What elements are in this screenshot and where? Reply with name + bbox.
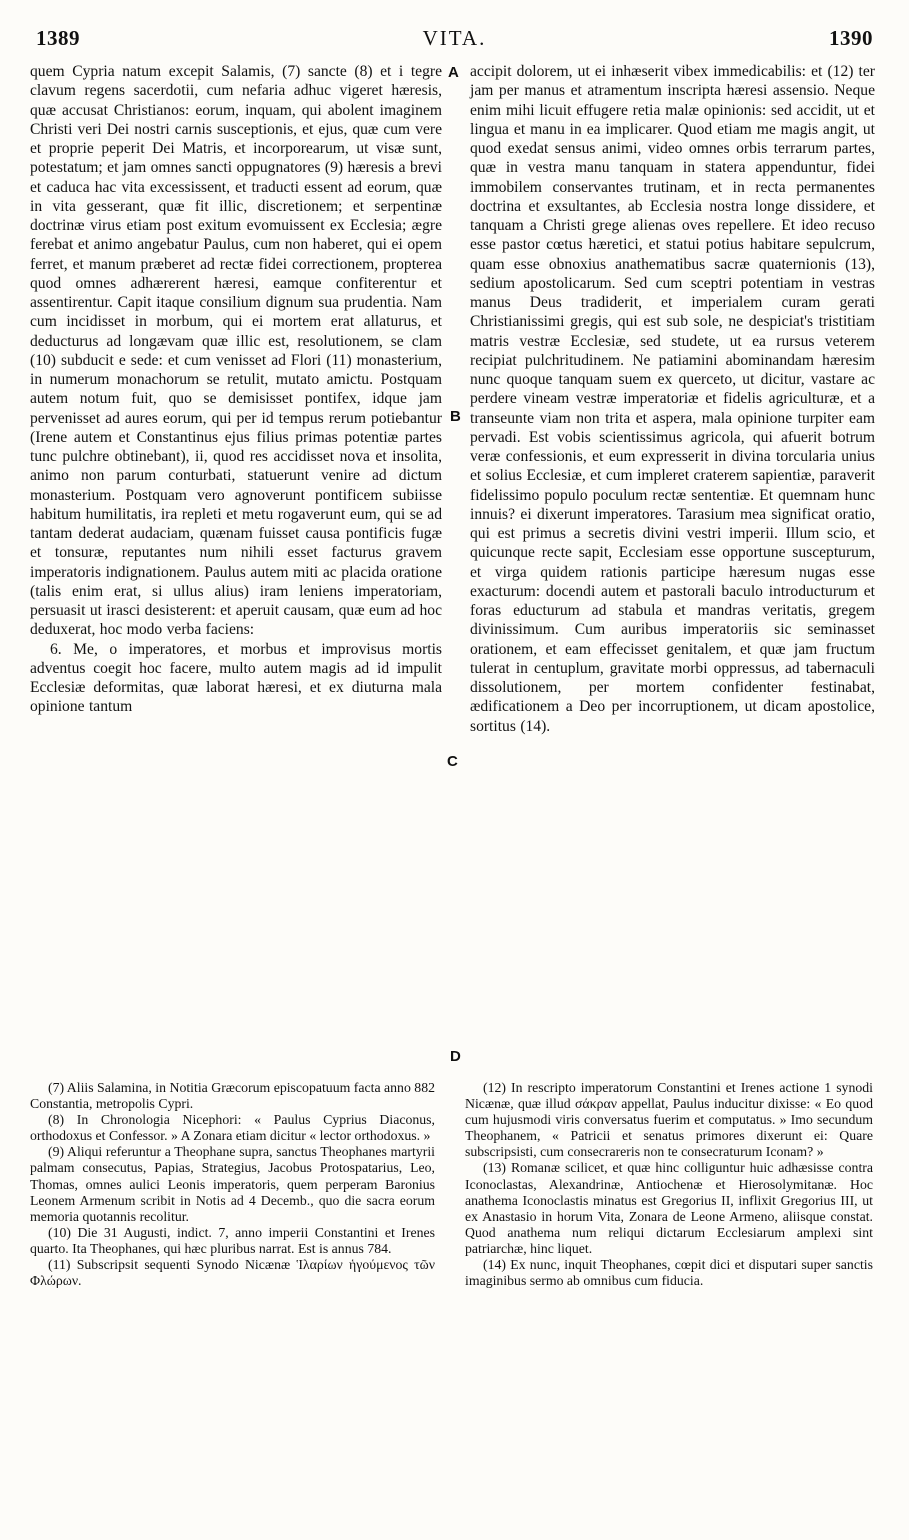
section-marker-b: B [450,408,461,425]
left-page-number: 1389 [36,26,80,50]
left-text-column [30,62,442,717]
footnote: (10) Die 31 Augusti, indict. 7, anno imperii Constantini et Irenes quarto. Ita Theophanes, qui hæc pluribus narrat. Est is annus 784. [30,1224,435,1256]
running-header [36,26,873,56]
right-footnotes [465,1080,873,1289]
left-paragraph: quem Cypria natum excepit Salamis, (7) sancte (8) et i tegre clavum regens sacerdotii, cum nefaria adhuc vigeret hæresis, quæ accusat Christianos: eorum, inquam, qui abolent imaginem Christi veri Dei nostri carnis susceptionis, et ejus, quæ cum vere et proprie peperit Dei Matris, et incorporearum, ut visæ sunt, potestatum; et jam omnes sancti oppugnatores (9) hæresis a brevi et caduca hac vita excessissent, et traducti essent ad eorum, quæ in vita gesserant, quæ fit illic, discretionem; et serpentinæ doctrinæ virus etiam post exitum evomuissent ex Ecclesia; ægre ferebat et animo angebatur Paulus, cum non haberet, qui ei opem ferret, et manum præberet ad rectæ fidei correctionem, propterea quod omnes adhærerent hæresi, eamque confiterentur et assentirentur. Capit itaque consilium dignum sua prudentia. Nam cum incidisset in morbum, qui ei mortem erat allaturus, et deducturus ad longævam quæ illic est, resolutionem, se clam (10) subducit e sede: et cum venisset ad Flori (11) monasterium, in numerum monachorum se retulit, mutato amictu. Postquam autem notum fuit, quo se demisisset pontifex, idque jam pervenisset ad aures eorum, qui per id tempus rerum potiebantur (Irene autem et Constantinus ejus filius primas potentiæ partes tunc pulchre obtinebant), ii, quod res accidisset nova et insolita, animo non parum conturbati, statuerunt venire ad dictum monasterium. Postquam vero agnoverunt pontificem subiisse habitum humilitatis, ira repleti et metu rogaverunt eum, qui se ad tantam dederat audaciam, quænam fuisset causa pontificis fugæ et tonsuræ, reputantes num nihili esset facturus gravem imperatoris indignationem. Paulus autem miti ac placida oratione (talis enim erat, si ullus alius) iram leniens imperatoriam, persuasit ut irasci desisterent: et aperuit causam, quæ eum ad hoc deduxerat, hoc modo verba faciens: [30,63,443,639]
right-paragraph: accipit dolorem, ut ei inhæserit vibex immedicabilis: et (12) ter jam per manus et atramentum inscripta hæresi assensio. Neque enim mihi licuit effugere retia malæ opinionis: sed accidit, ut et lingua et manu in ea implicarer. Quod etiam me magis angit, ut quod exedat sensus animi, video omnes orbis terrarum partes, quæ in vestra manu tanquam in statera appenduntur, fidei immobilem conservantes trutinam, et in recta permanentes doctrina et exsultantes, ab Ecclesia nostra longe dissidere, et tanquam a Christi grege alienas oves repellere. Et ideo recuso esse pastor cœtus hæretici, et statui potius habitare sepulcrum, quam esse obnoxius anathematibus sacræ quaternionis (13), sedium apostolicarum. Sed cum sceptri potentiam in vestras manus Deus tradiderit, et imperialem curam gerati Christianissimi gregis, qui est sub sole, ne despiciat's tristitiam matris vestræ Ecclesiæ, sed studete, ut ea rursus veterem recipiat pulchritudinem. Ne patiamini abominandam hæresim nunc quoque tanquam suem ex querceto, ut dicitur, vastare ac perdere vineam vestræ imperatoriæ et fidelis agriculturæ, et a transeunte viam non trita et aspera, mala opinione turpiter eam pervadi. Est vobis scientissimus agricola, qui afuerit botrum veræ confessionis, et eum expresserit in divina torcularia unius et solius Ecclesiæ, et cum impleret craterem sapientiæ, paraverit fidelissimo populo poculum rectæ sententiæ. Et quemnam hunc innuis? ei dixerunt imperatores. Tarasium mea significat oratio, qui est primus a secretis divini vestri imperii. Illum scio, et quicunque recte sapit, Ecclesiam esse opportune suscepturum, et virga quidem rationis participe hæresum nugas esse exacturum: docendi autem et pastorali baculo introducturum et foras educturum ad stabula et mandras veritatis, gregem divinissimum. Cum auribus imperatoriis sic seminasset orationem, et eam effecisset genitalem, et quæ jam fructum tulerat in centuplum, gravitate morbi oppressus, ad tabernaculi dissolutionem, per mortem confidenter festinabat, ædificationem a Deo per incorruptionem, ut dicam apostolice, sortitus (14). [470,63,875,735]
right-page-number: 1390 [829,26,873,50]
footnote: (7) Aliis Salamina, in Notitia Græcorum episcopatuum facta anno 882 Constantia, metropolis Cypri. [30,1080,435,1112]
footnote: (12) In rescripto imperatorum Constantini et Irenes actione 1 synodi Nicænæ, quæ illud σάκραν appellat, Paulus inducitur dixisse: « Eo quod cum hujusmodi viris conversatus fuerim et computatus. » Imo secundum Theophanem, « Patricii et senatus primores dixerunt ei: Quare subscripsisti, cum consecrareris non te consecraturum Iconam? » [465,1080,873,1160]
section-marker-a: A [448,64,459,81]
footnote: (14) Ex nunc, inquit Theophanes, cœpit dici et disputari super sanctis imaginibus sermo ab omnibus cum fiducia. [465,1257,873,1289]
footnote: (9) Aliqui referuntur a Theophane supra, sanctus Theophanes martyrii palmam consecutus, Papias, Strategius, Jacobus Protospatarius, Leo, Thomas, omnes aulici Leonis imperatoris, quem perperam Baronius Leonem Armenum scribit in Notis ad 4 Decemb., quo die sacra eorum memoria quotannis recolitur. [30,1144,435,1224]
footnote: (8) In Chronologia Nicephori: « Paulus Cyprius Diaconus, orthodoxus et Confessor. » A Zonara etiam dicitur « lector orthodoxus. » [30,1112,435,1144]
left-footnotes [30,1080,435,1289]
footnote: (11) Subscripsit sequenti Synodo Nicænæ Ἱλαρίων ἡγούμενος τῶν Φλώρων. [30,1257,435,1289]
section-marker-c: C [447,753,458,770]
footnote: (13) Romanæ scilicet, et quæ hinc colliguntur huic adhæsisse contra Iconoclastas, Alexandrinæ, Antiochenæ et Hierosolymitanæ. Hoc anathema Iconoclastis minatus est Gregorius II, inflixit Gregorius III, ut ex Anastasio in horum Vita, Zonara de Leone Armeno, aliisque constat. Quod anathema num reliqui dictarum Ecclesiarum amplexi sint patriarchæ, hinc liquet. [465,1160,873,1256]
running-title: VITA. [422,26,487,50]
section-marker-d: D [450,1048,461,1065]
left-paragraph: 6. Me, o imperatores, et morbus et improvisus mortis adventus coegit hoc facere, multo autem magis ad id impulit Ecclesiæ deformitas, quæ laborat hæresi, et ex diuturna mala opinione tantum [30,640,442,716]
right-text-column [470,62,875,736]
